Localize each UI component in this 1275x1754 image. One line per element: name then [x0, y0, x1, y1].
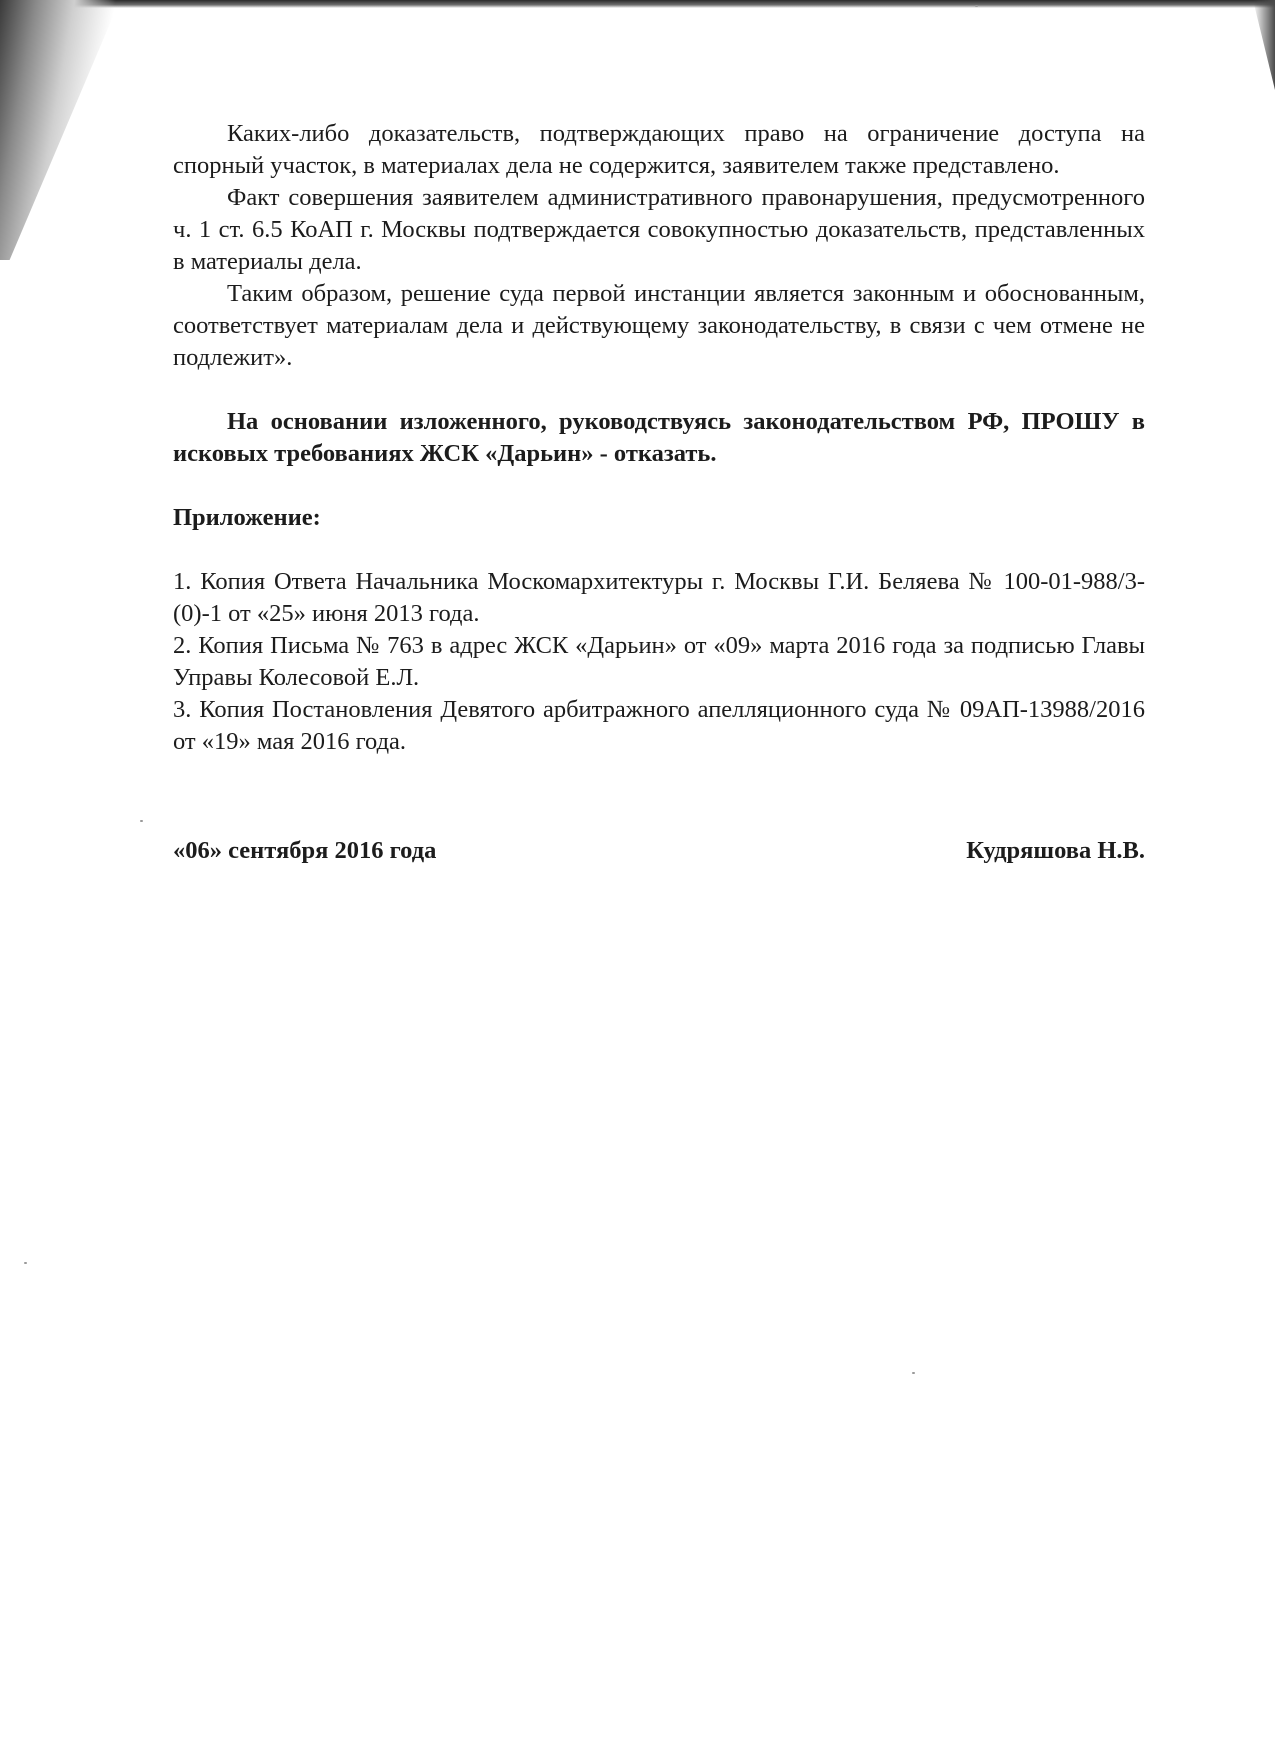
- attachment-item: 1. Копия Ответа Начальника Москомархитектуры г. Москвы Г.И. Беляева № 100-01-988/3-(0)-1 от «25» июня 2013 года.: [173, 568, 1145, 627]
- document-footer: [173, 835, 1145, 867]
- scan-speck: [140, 820, 143, 822]
- attachments-title: Приложение:: [173, 504, 321, 531]
- attachment-item: 2. Копия Письма № 763 в адрес ЖСК «Дарьин» от «09» марта 2016 года за подписью Главы Управы Колесовой Е.Л.: [173, 632, 1145, 691]
- paragraph-violation: Факт совершения заявителем административного правонарушения, предусмотренного ч. 1 ст. 6.5 КоАП г. Москвы подтверждается совокупностью доказательств, представленных в материалы дела.: [173, 184, 1145, 275]
- scan-shadow-corner: [0, 0, 120, 260]
- scan-speck: [975, 5, 978, 7]
- document-body: [173, 118, 1145, 758]
- scan-shadow-right: [1253, 0, 1275, 90]
- paragraph-evidence: Каких-либо доказательств, подтверждающих право на ограничение доступа на спорный участок, в материалах дела не содержится, заявителем также представлено.: [173, 120, 1145, 179]
- document-date: «06» сентября 2016 года: [173, 837, 437, 864]
- signatory-name: Кудряшова Н.В.: [966, 837, 1145, 864]
- scan-speck: [24, 1262, 27, 1264]
- scan-speck: [912, 1372, 915, 1374]
- attachment-item: 3. Копия Постановления Девятого арбитражного апелляционного суда № 09АП-13988/2016 от «19» мая 2016 года.: [173, 696, 1145, 755]
- attachments-list: [173, 566, 1145, 758]
- request-statement: На основании изложенного, руководствуясь законодательством РФ, ПРОШУ в исковых требованиях ЖСК «Дарьин» - отказать.: [173, 408, 1145, 467]
- scan-shadow-top: [0, 0, 1275, 8]
- paragraph-conclusion: Таким образом, решение суда первой инстанции является законным и обоснованным, соответствует материалам дела и действующему законодательству, в связи с чем отмене не подлежит».: [173, 280, 1145, 371]
